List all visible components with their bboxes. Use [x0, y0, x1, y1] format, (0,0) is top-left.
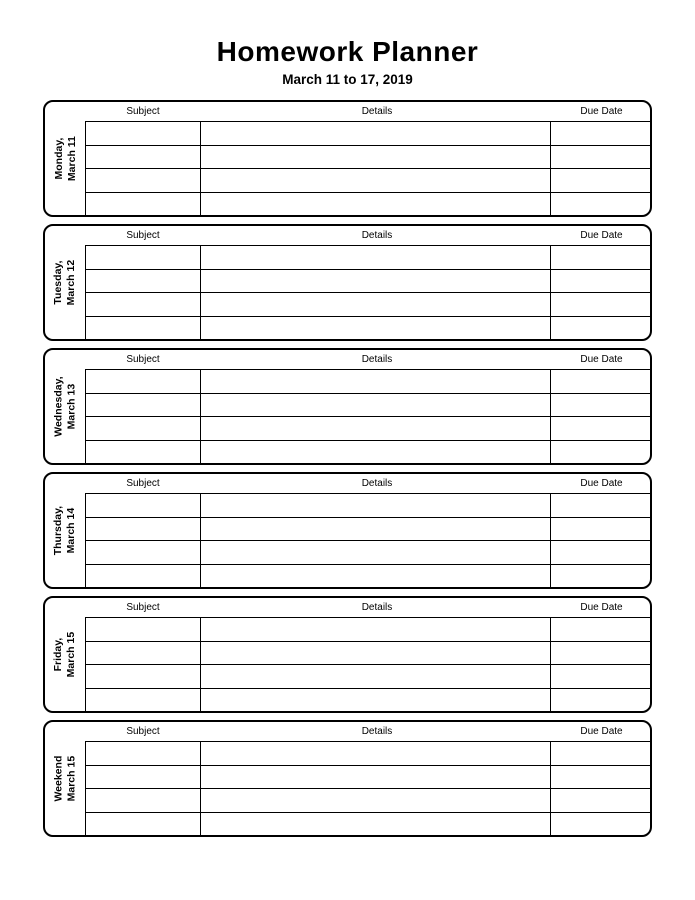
details-cell [201, 293, 552, 316]
details-cell [201, 618, 552, 641]
col-header-subject: Subject [126, 725, 160, 737]
details-cell [201, 565, 552, 588]
day-card-thursday [43, 472, 652, 589]
column-headers [85, 102, 650, 121]
details-cell [201, 394, 552, 417]
homework-grid [85, 493, 650, 587]
due-date-cell [551, 565, 650, 588]
due-date-cell [551, 317, 650, 340]
subject-cell [86, 417, 201, 440]
grid-row [86, 665, 650, 689]
details-cell [201, 813, 552, 836]
day-date: March 12 [65, 259, 77, 306]
due-date-cell [551, 270, 650, 293]
day-name: Wednesday, [52, 376, 65, 437]
col-header-due-date: Due Date [580, 229, 623, 241]
day-table [85, 226, 650, 339]
subject-cell [86, 193, 201, 216]
subject-cell [86, 146, 201, 169]
day-table [85, 102, 650, 215]
col-header-subject: Subject [126, 477, 160, 489]
grid-row [86, 642, 650, 666]
page-title: Homework Planner [216, 36, 479, 67]
details-cell [201, 494, 552, 517]
homework-grid [85, 369, 650, 463]
column-headers [85, 598, 650, 617]
grid-row [86, 441, 650, 464]
homework-grid [85, 245, 650, 339]
grid-row [86, 246, 650, 270]
details-cell [201, 370, 552, 393]
details-cell [201, 689, 552, 712]
details-cell [201, 317, 552, 340]
day-label [45, 350, 85, 463]
details-cell [201, 122, 552, 145]
subject-cell [86, 293, 201, 316]
details-cell [201, 417, 552, 440]
details-cell [201, 766, 552, 789]
day-date: March 15 [65, 631, 77, 678]
subject-cell [86, 689, 201, 712]
col-header-details: Details [361, 353, 393, 365]
due-date-cell [551, 618, 650, 641]
subject-cell [86, 541, 201, 564]
grid-row [86, 293, 650, 317]
due-date-cell [551, 370, 650, 393]
col-header-due-date: Due Date [580, 353, 623, 365]
col-header-details: Details [361, 725, 393, 737]
due-date-cell [551, 518, 650, 541]
day-card-wednesday [43, 348, 652, 465]
col-header-details: Details [361, 105, 393, 117]
details-cell [201, 270, 552, 293]
day-table [85, 598, 650, 711]
grid-row [86, 370, 650, 394]
day-date: March 14 [65, 507, 77, 554]
day-date: March 13 [65, 383, 77, 430]
day-card-friday [43, 596, 652, 713]
due-date-cell [551, 789, 650, 812]
column-headers [85, 226, 650, 245]
subject-cell [86, 813, 201, 836]
col-header-subject: Subject [126, 229, 160, 241]
grid-row [86, 417, 650, 441]
col-header-details: Details [361, 601, 393, 613]
subject-cell [86, 317, 201, 340]
due-date-cell [551, 541, 650, 564]
column-headers [85, 722, 650, 741]
due-date-cell [551, 742, 650, 765]
day-label [45, 722, 85, 835]
homework-grid [85, 741, 650, 835]
homework-grid [85, 121, 650, 215]
grid-row [86, 494, 650, 518]
grid-row [86, 789, 650, 813]
col-header-details: Details [361, 229, 393, 241]
day-label [45, 226, 85, 339]
grid-row [86, 813, 650, 836]
grid-row [86, 565, 650, 588]
grid-row [86, 618, 650, 642]
due-date-cell [551, 665, 650, 688]
day-name: Thursday, [52, 505, 65, 556]
column-headers [85, 474, 650, 493]
col-header-details: Details [361, 477, 393, 489]
day-table [85, 722, 650, 835]
day-name: Monday, [52, 137, 65, 180]
details-cell [201, 665, 552, 688]
due-date-cell [551, 766, 650, 789]
due-date-cell [551, 689, 650, 712]
day-name: Tuesday, [52, 260, 65, 305]
due-date-cell [551, 441, 650, 464]
day-date: March 11 [65, 136, 78, 182]
column-headers [85, 350, 650, 369]
day-name: Weekend [52, 755, 65, 802]
subject-cell [86, 518, 201, 541]
details-cell [201, 441, 552, 464]
due-date-cell [551, 122, 650, 145]
day-table [85, 474, 650, 587]
page-subtitle: March 11 to 17, 2019 [282, 72, 413, 87]
subject-cell [86, 122, 201, 145]
due-date-cell [551, 193, 650, 216]
day-label [45, 474, 85, 587]
col-header-subject: Subject [126, 353, 160, 365]
subject-cell [86, 742, 201, 765]
details-cell [201, 789, 552, 812]
subject-cell [86, 766, 201, 789]
subject-cell [86, 665, 201, 688]
details-cell [201, 541, 552, 564]
details-cell [201, 518, 552, 541]
due-date-cell [551, 169, 650, 192]
grid-row [86, 146, 650, 170]
grid-row [86, 742, 650, 766]
homework-grid [85, 617, 650, 711]
subject-cell [86, 618, 201, 641]
due-date-cell [551, 417, 650, 440]
subject-cell [86, 169, 201, 192]
subject-cell [86, 441, 201, 464]
subject-cell [86, 246, 201, 269]
due-date-cell [551, 494, 650, 517]
details-cell [201, 742, 552, 765]
grid-row [86, 193, 650, 216]
details-cell [201, 169, 552, 192]
subject-cell [86, 270, 201, 293]
grid-row [86, 541, 650, 565]
due-date-cell [551, 146, 650, 169]
col-header-due-date: Due Date [580, 601, 623, 613]
subject-cell [86, 370, 201, 393]
day-date: March 15 [65, 755, 78, 802]
details-cell [201, 246, 552, 269]
grid-row [86, 122, 650, 146]
grid-row [86, 270, 650, 294]
details-cell [201, 146, 552, 169]
subject-cell [86, 565, 201, 588]
day-label [45, 598, 85, 711]
col-header-subject: Subject [126, 105, 160, 117]
col-header-due-date: Due Date [580, 105, 623, 117]
day-table [85, 350, 650, 463]
details-cell [201, 642, 552, 665]
subject-cell [86, 642, 201, 665]
grid-row [86, 317, 650, 340]
grid-row [86, 394, 650, 418]
day-name: Friday, [52, 637, 65, 672]
due-date-cell [551, 293, 650, 316]
subject-cell [86, 394, 201, 417]
grid-row [86, 766, 650, 790]
day-card-weekend [43, 720, 652, 837]
grid-row [86, 169, 650, 193]
col-header-subject: Subject [126, 601, 160, 613]
subject-cell [86, 789, 201, 812]
due-date-cell [551, 394, 650, 417]
due-date-cell [551, 246, 650, 269]
subject-cell [86, 494, 201, 517]
col-header-due-date: Due Date [580, 477, 623, 489]
grid-row [86, 518, 650, 542]
due-date-cell [551, 813, 650, 836]
day-sections [43, 100, 652, 837]
col-header-due-date: Due Date [580, 725, 623, 737]
day-card-tuesday [43, 224, 652, 341]
day-card-monday [43, 100, 652, 217]
due-date-cell [551, 642, 650, 665]
details-cell [201, 193, 552, 216]
day-label [45, 102, 85, 215]
grid-row [86, 689, 650, 712]
